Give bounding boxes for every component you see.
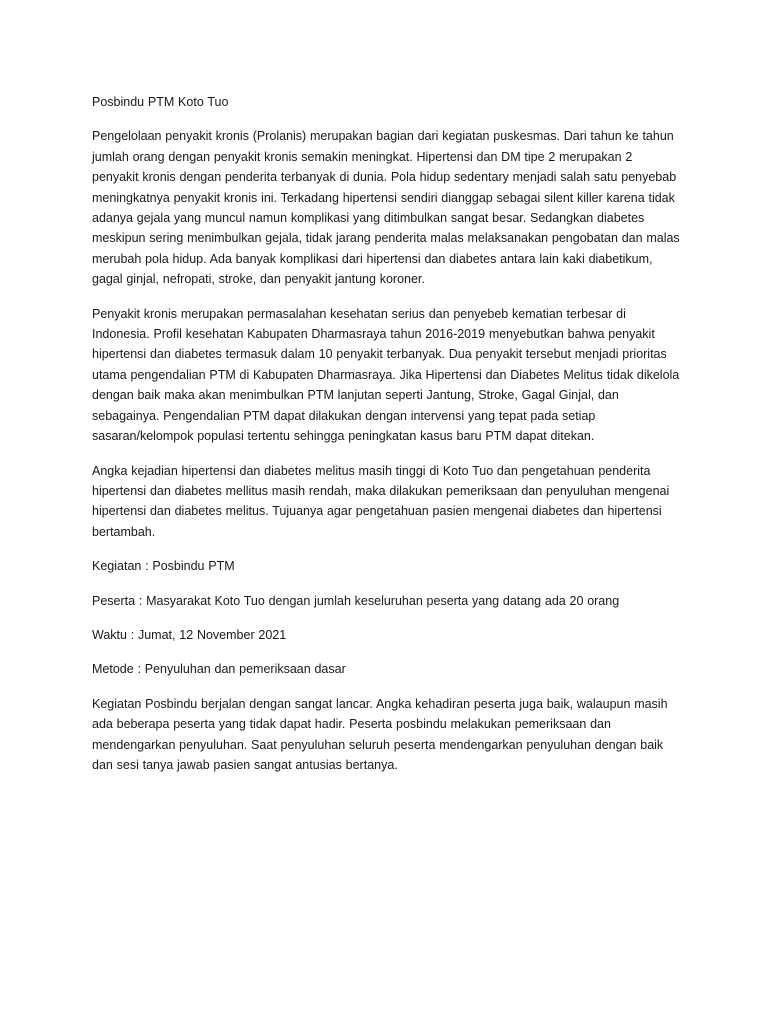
waktu-line: Waktu : Jumat, 12 November 2021 xyxy=(92,627,287,642)
paragraph-intro: Pengelolaan penyakit kronis (Prolanis) merupakan bagian dari kegiatan puskesmas. Dari tahun ke tahun jumlah orang dengan penyakit kronis semakin meningkat. Hipertensi dan DM tipe 2 merupakan 2 penyakit kronis dengan penderita terbanyak di dunia. Pola hidup sedentary menjadi salah satu penyebab meningkatnya penyakit kronis ini. Terkadang hipertensi sendiri dianggap sebagai silent killer karena tidak adanya gejala yang muncul namun komplikasi yang ditimbulkan sangat besar. Sedangkan diabetes meskipun sering menimbulkan gejala, tidak jarang penderita malas melaksanakan pengobatan dan malas merubah pola hidup. Ada banyak komplikasi dari hipertensi dan diabetes antara lain kaki diabetikum, gagal ginjal, nefropati, stroke, dan penyakit jantung koroner. xyxy=(92,129,680,287)
paragraph-closing: Kegiatan Posbindu berjalan dengan sangat lancar. Angka kehadiran peserta juga baik, walaupun masih ada beberapa peserta yang tidak dapat hadir. Peserta posbindu melakukan pemeriksaan dan mendengarkan penyuluhan. Saat penyuluhan seluruh peserta mendengarkan penyuluhan dengan baik dan sesi tanya jawab pasien sangat antusias bertanya. xyxy=(92,696,668,772)
document-title: Posbindu PTM Koto Tuo xyxy=(92,95,229,109)
document-page xyxy=(92,92,682,789)
paragraph-background: Penyakit kronis merupakan permasalahan kesehatan serius dan penyebeb kematian terbesar di Indonesia. Profil kesehatan Kabupaten Dharmasraya tahun 2016-2019 menyebutkan bahwa penyakit hipertensi dan diabetes termasuk dalam 10 penyakit terbanyak. Dua penyakit tersebut menjadi prioritas utama pengendalian PTM di Kabupaten Dharmasraya. Jika Hipertensi dan Diabetes Melitus tidak dikelola dengan baik maka akan menimbulkan PTM lanjutan seperti Jantung, Stroke, Gagal Ginjal, dan sebagainya. Pengendalian PTM dapat dilakukan dengan intervensi yang tepat pada setiap sasaran/kelompok populasi tertentu sehingga peningkatan kasus baru PTM dapat ditekan. xyxy=(92,306,680,444)
kegiatan-line: Kegiatan : Posbindu PTM xyxy=(92,559,235,574)
paragraph-purpose: Angka kejadian hipertensi dan diabetes melitus masih tinggi di Koto Tuo dan pengetahuan penderita hipertensi dan diabetes mellitus masih rendah, maka dilakukan pemeriksaan dan penyuluhan mengenai hipertensi dan diabetes melitus. Tujuanya agar pengetahuan pasien mengenai diabetes dan hipertensi bertambah. xyxy=(92,463,670,539)
metode-line: Metode : Penyuluhan dan pemeriksaan dasar xyxy=(92,662,346,677)
peserta-line: Peserta : Masyarakat Koto Tuo dengan jumlah keseluruhan peserta yang datang ada 20 orang xyxy=(92,593,620,608)
